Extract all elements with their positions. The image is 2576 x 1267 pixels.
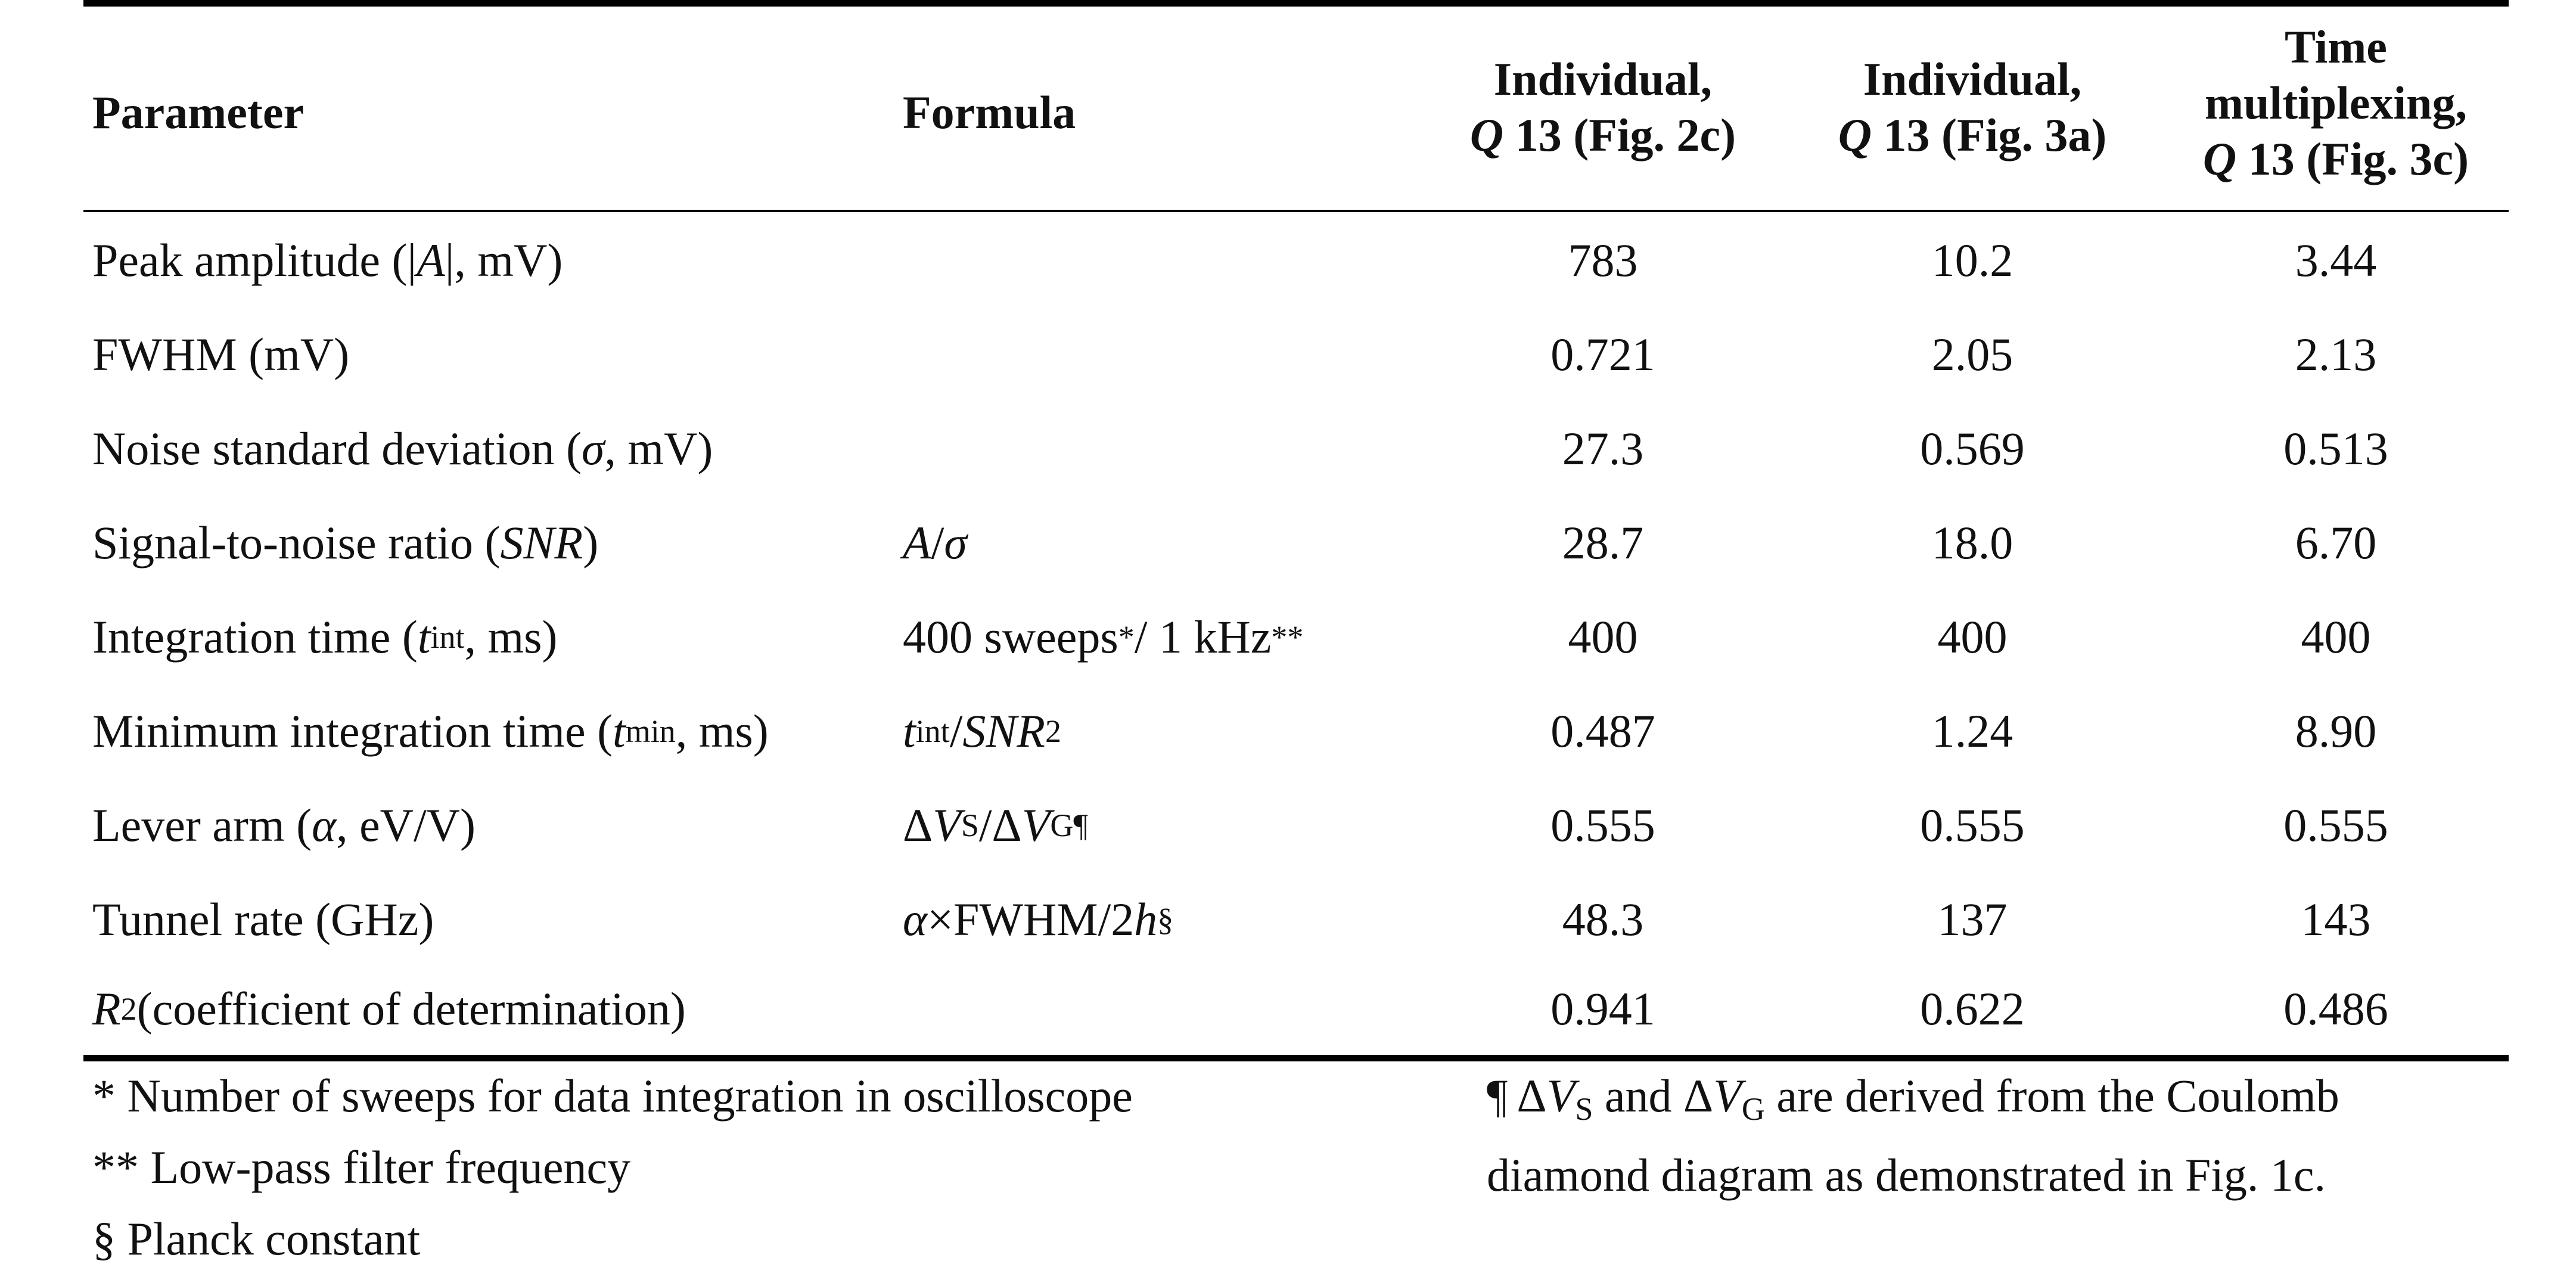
value-fig2c: 0.721 bbox=[1550, 328, 1655, 380]
value-fig2c: 27.3 bbox=[1562, 423, 1644, 474]
formula-min-integration-time: t int / SNR 2 bbox=[903, 705, 1062, 757]
value-fig3a: 400 bbox=[1937, 611, 2008, 663]
value-fig3c: 2.13 bbox=[2295, 328, 2377, 380]
value-fig3c: 8.90 bbox=[2295, 705, 2377, 757]
formula-integration-time: 400 sweeps * / 1 kHz ** bbox=[903, 611, 1304, 663]
value-fig3a: 0.569 bbox=[1920, 423, 2025, 474]
value-fig3a: 2.05 bbox=[1931, 328, 2013, 380]
formula-cell bbox=[903, 962, 1439, 1056]
table-row bbox=[0, 213, 2576, 308]
value-fig3a: 0.555 bbox=[1920, 799, 2025, 851]
param-r-squared: R 2 (coefficient of determination) bbox=[92, 983, 686, 1035]
table-row bbox=[0, 402, 2576, 496]
table-row bbox=[0, 684, 2576, 778]
param-lever-arm: Lever arm ( α , eV/V) bbox=[92, 799, 476, 851]
footnote-lever-arm-line1: ¶ $\Delta V_S$ and $\Delta V_G$ are derived from the Coulomb bbox=[1487, 1070, 2339, 1127]
value-fig3c: 3.44 bbox=[2295, 234, 2377, 286]
value-fig3a: 137 bbox=[1937, 893, 2008, 945]
header-individual-fig2c: Individual, Q 13 (Fig. 2c) bbox=[1469, 53, 1736, 161]
value-fig3c: 0.513 bbox=[2283, 423, 2388, 474]
formula-cell bbox=[903, 308, 1439, 402]
value-fig2c: 0.487 bbox=[1550, 705, 1655, 757]
value-fig3a: 10.2 bbox=[1931, 234, 2013, 286]
value-fig2c: 48.3 bbox=[1562, 893, 1644, 945]
table-row bbox=[0, 778, 2576, 872]
param-integration-time: Integration time ( t int , ms) bbox=[92, 611, 558, 663]
formula-cell bbox=[903, 213, 1439, 308]
value-fig3a: 18.0 bbox=[1931, 517, 2013, 569]
value-fig3a: 1.24 bbox=[1931, 705, 2013, 757]
value-fig2c: 0.941 bbox=[1550, 983, 1655, 1035]
footnote-lever-arm-line2: diamond diagram as demonstrated in Fig. 1c. bbox=[1487, 1149, 2326, 1201]
table-row bbox=[0, 496, 2576, 590]
table-row bbox=[0, 962, 2576, 1056]
value-fig2c: 28.7 bbox=[1562, 517, 1644, 569]
param-snr: Signal-to-noise ratio ( SNR ) bbox=[92, 517, 599, 569]
param-noise-std: Noise standard deviation ( σ , mV) bbox=[92, 423, 713, 474]
footnote-planck: § Planck constant bbox=[92, 1213, 421, 1265]
footnote-sweeps: * Number of sweeps for data integration in oscilloscope bbox=[92, 1070, 1133, 1122]
value-fig2c: 0.555 bbox=[1550, 799, 1655, 851]
table-row bbox=[0, 590, 2576, 684]
header-formula: Formula bbox=[903, 86, 1076, 138]
header-parameter: Parameter bbox=[92, 86, 304, 138]
value-fig3c: 6.70 bbox=[2295, 517, 2377, 569]
value-fig2c: 400 bbox=[1568, 611, 1638, 663]
formula-cell bbox=[903, 402, 1439, 496]
value-fig3c: 0.555 bbox=[2283, 799, 2388, 851]
table-bottom-rule bbox=[83, 1055, 2509, 1061]
value-fig3c: 143 bbox=[2301, 893, 2371, 945]
header-time-multiplexing-fig3c: Time multiplexing, Q 13 (Fig. 3c) bbox=[2202, 21, 2469, 185]
param-fwhm: FWHM (mV) bbox=[92, 328, 350, 380]
table-row bbox=[0, 308, 2576, 402]
value-fig3c: 400 bbox=[2301, 611, 2371, 663]
formula-lever-arm: Δ V S /Δ V G ¶ bbox=[903, 799, 1088, 851]
header-rule bbox=[83, 210, 2509, 212]
table-top-rule bbox=[83, 0, 2509, 7]
param-min-integration-time: Minimum integration time ( t min , ms) bbox=[92, 705, 769, 757]
footnote-lowpass: ** Low-pass filter frequency bbox=[92, 1141, 631, 1193]
header-individual-fig3a: Individual, Q 13 (Fig. 3a) bbox=[1838, 53, 2107, 161]
param-peak-amplitude: Peak amplitude (| A |, mV) bbox=[92, 234, 563, 286]
formula-tunnel-rate: α ×FWHM/2 h § bbox=[903, 893, 1174, 945]
table-row bbox=[0, 872, 2576, 967]
formula-snr: A / σ bbox=[903, 517, 967, 569]
value-fig2c: 783 bbox=[1568, 234, 1638, 286]
value-fig3c: 0.486 bbox=[2283, 983, 2388, 1035]
value-fig3a: 0.622 bbox=[1920, 983, 2025, 1035]
param-tunnel-rate: Tunnel rate (GHz) bbox=[92, 893, 434, 945]
